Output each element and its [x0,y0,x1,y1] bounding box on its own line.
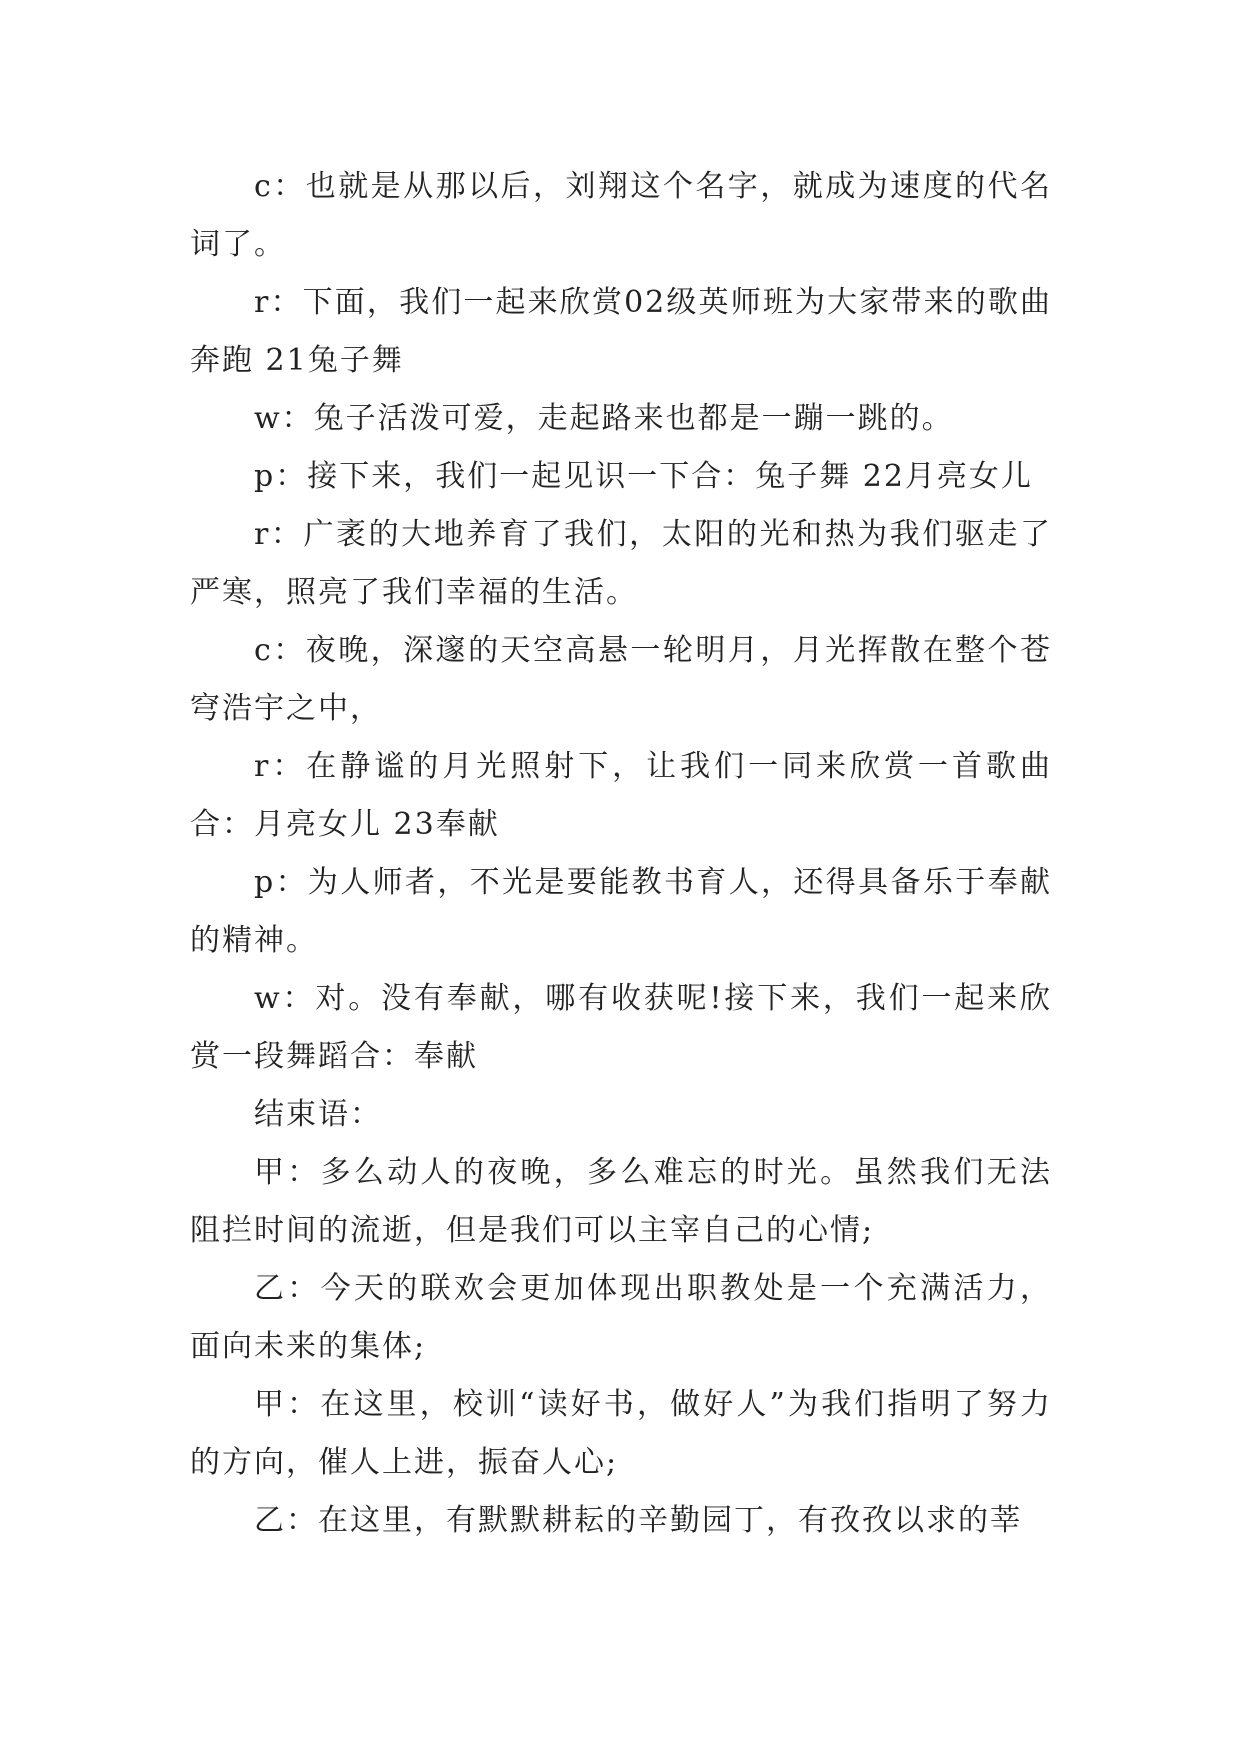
paragraph-1: c：也就是从那以后，刘翔这个名字，就成为速度的代名词了。 [190,169,1052,262]
paragraph-9: w：对。没有奉献，哪有收获呢!接下来，我们一起来欣赏一段舞蹈合：奉献 [190,981,1052,1074]
document-body [190,158,1052,1550]
closing-heading: 结束语： [254,1097,382,1132]
paragraph-11: 甲：多么动人的夜晚，多么难忘的时光。虽然我们无法阻拦时间的流逝，但是我们可以主宰自己的心情; [190,1155,1052,1248]
paragraph-4: p：接下来，我们一起见识一下合：兔子舞 22月亮女儿 [254,459,1033,494]
paragraph-13: 甲：在这里，校训“读好书，做好人”为我们指明了努力的方向，催人上进，振奋人心; [190,1387,1052,1480]
paragraph-14: 乙：在这里，有默默耕耘的辛勤园丁，有孜孜以求的莘 [254,1503,1022,1538]
paragraph-8: p：为人师者，不光是要能教书育人，还得具备乐于奉献的精神。 [190,865,1052,958]
paragraph-6: c：夜晚，深邃的天空高悬一轮明月，月光挥散在整个苍穹浩宇之中， [190,633,1052,726]
paragraph-3: w：兔子活泼可爱，走起路来也都是一蹦一跳的。 [254,401,954,436]
paragraph-2: r：下面，我们一起来欣赏02级英师班为大家带来的歌曲 奔跑 21兔子舞 [190,285,1052,378]
paragraph-5: r：广袤的大地养育了我们，太阳的光和热为我们驱走了严寒，照亮了我们幸福的生活。 [190,517,1052,610]
paragraph-12: 乙：今天的联欢会更加体现出职教处是一个充满活力，面向未来的集体; [190,1271,1052,1364]
paragraph-7: r：在静谧的月光照射下，让我们一同来欣赏一首歌曲合：月亮女儿 23奉献 [190,749,1052,842]
